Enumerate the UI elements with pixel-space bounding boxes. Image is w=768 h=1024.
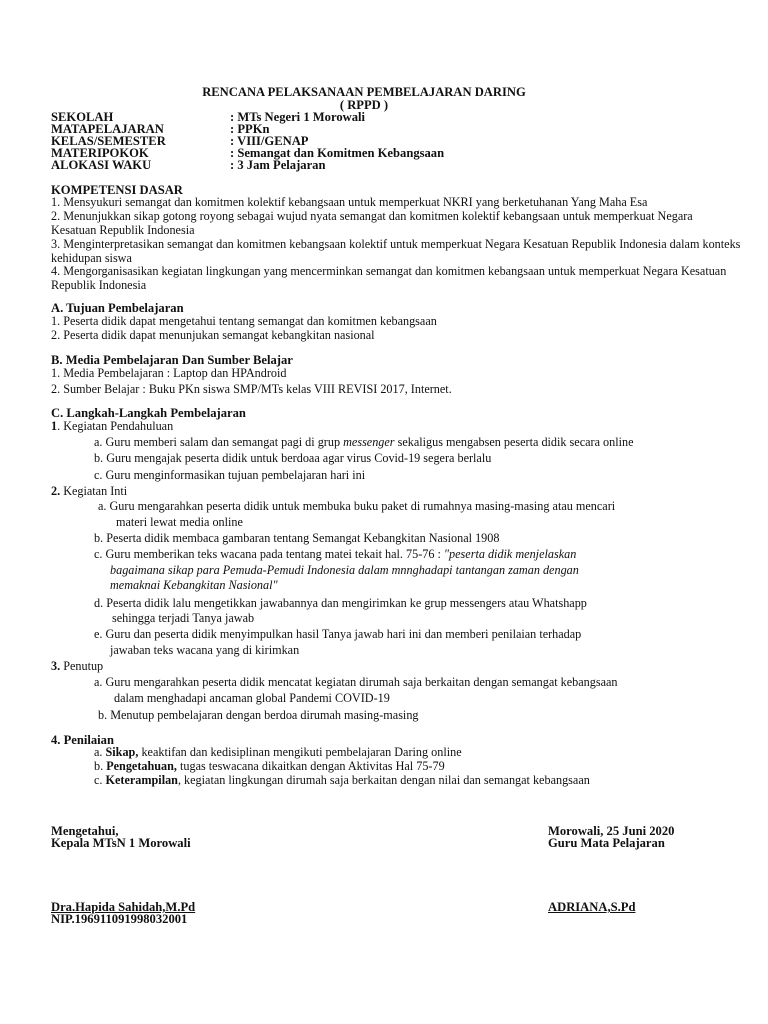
- inti-d-line2: sehingga terjadi Tanya jawab: [112, 611, 255, 625]
- tujuan-heading: A. Tujuan Pembelajaran: [51, 301, 184, 315]
- tujuan-item-2: 2. Peserta didik dapat menunjukan semangat kebangkitan nasional: [51, 328, 375, 342]
- doc-subtitle: ( RPPD ): [339, 98, 389, 112]
- penutup-label: Penutup: [60, 659, 104, 673]
- inti-label: Kegiatan Inti: [60, 484, 128, 498]
- info-value-sekolah: : MTs Negeri 1 Morowali: [230, 110, 366, 124]
- penutup-a-line1: a. Guru mengarahkan peserta didik mencatat kegiatan dirumah saja berkaitan dengan semangat kebangsaan: [94, 675, 618, 689]
- penilaian-heading: 4. Penilaian: [51, 733, 114, 747]
- info-value-mapel: : PPKn: [230, 122, 270, 136]
- penilaian-c-bold: Keterampilan: [105, 773, 178, 787]
- inti-c-line2: bagaimana sikap para Pemuda-Pemudi Indonesia dalam mnnghadapi tantangan zaman dengan: [110, 563, 579, 577]
- info-value-alokasi: : 3 Jam Pelajaran: [230, 158, 326, 172]
- penilaian-b: [94, 759, 445, 773]
- inti-heading: [51, 484, 127, 498]
- info-label-materi: MATERIPOKOK: [51, 146, 149, 160]
- penilaian-b-prefix: b.: [94, 759, 107, 773]
- media-item-1: 1. Media Pembelajaran : Laptop dan HPAndroid: [51, 366, 287, 380]
- kompetensi-item-3: 3. Menginterpretasikan semangat dan komitmen kebangsaan kolektif untuk memperkuat Negara Kesatuan Republik Indonesia dalam konteks kehidupan siswa: [51, 237, 741, 265]
- pendahuluan-c: c. Guru menginformasikan tujuan pembelajaran hari ini: [94, 468, 366, 482]
- penilaian-c-text: , kegiatan lingkungan dirumah saja berkaitan dengan nilai dan semangat kebangsaan: [177, 773, 590, 787]
- inti-c-text: c. Guru memberikan teks wacana pada tentang matei tekait hal. 75-76 :: [94, 547, 444, 561]
- kompetensi-heading: KOMPETENSI DASAR: [51, 183, 183, 197]
- penilaian-a-prefix: a.: [94, 745, 106, 759]
- inti-c-line3: memaknai Kebangkitan Nasional": [110, 578, 278, 592]
- inti-c-line1: [94, 547, 576, 561]
- penilaian-a: [94, 745, 462, 759]
- inti-e-line2: jawaban teks wacana yang di kirimkan: [110, 643, 300, 657]
- sign-right-line1: Morowali, 25 Juni 2020: [548, 824, 675, 838]
- info-label-mapel: MATAPELAJARAN: [51, 122, 164, 136]
- inti-d-line1: d. Peserta didik lalu mengetikkan jawabannya dan mengirimkan ke grup messengers atau Whatshapp: [94, 596, 587, 610]
- kompetensi-item-1: 1. Mensyukuri semangat dan komitmen kolektif kebangsaan untuk memperkuat NKRI yang berketuhanan Yang Maha Esa: [51, 195, 648, 209]
- penutup-a-line2: dalam menghadapi ancaman global Pandemi COVID-19: [114, 691, 390, 705]
- penutup-heading: [51, 659, 103, 673]
- langkah-heading: C. Langkah-Langkah Pembelajaran: [51, 406, 246, 420]
- inti-e-line1: e. Guru dan peserta didik menyimpulkan hasil Tanya jawab hari ini dan memberi penilaian terhadap: [94, 627, 582, 641]
- penilaian-a-text: keaktifan dan kedisiplinan mengikuti pembelajaran Daring online: [138, 745, 462, 759]
- sign-left-name: Dra.Hapida Sahidah,M.Pd: [51, 900, 196, 914]
- sign-left-line1: Mengetahui,: [51, 824, 119, 838]
- info-label-alokasi: ALOKASI WAKU: [51, 158, 152, 172]
- inti-c-italic: "peserta didik menjelaskan: [443, 547, 577, 561]
- pendahuluan-heading: [51, 419, 173, 433]
- inti-b: b. Peserta didik membaca gambaran tentang Semangat Kebangkitan Nasional 1908: [94, 531, 500, 545]
- pendahuluan-a-italic: messenger: [343, 435, 395, 449]
- penilaian-c-prefix: c.: [94, 773, 106, 787]
- penilaian-a-bold: Sikap,: [105, 745, 139, 759]
- pendahuluan-label: . Kegiatan Pendahuluan: [57, 419, 174, 433]
- pendahuluan-a-text-end: sekaligus mengabsen peserta didik secara online: [394, 435, 634, 449]
- penutup-num: 3.: [51, 659, 61, 673]
- info-label-kelas: KELAS/SEMESTER: [51, 134, 166, 148]
- sign-right-line2: Guru Mata Pelajaran: [548, 836, 665, 850]
- penilaian-b-bold: Pengetahuan,: [106, 759, 177, 773]
- kompetensi-item-4: 4. Mengorganisasikan kegiatan lingkungan yang mencerminkan semangat dan komitmen kebangsaan untuk memperkuat Negara Kesatuan Republik Indonesia: [51, 264, 727, 292]
- pendahuluan-a: [94, 435, 634, 449]
- info-value-materi: : Semangat dan Komitmen Kebangsaan: [230, 146, 445, 160]
- media-heading: B. Media Pembelajaran Dan Sumber Belajar: [51, 353, 293, 367]
- penutup-b: b. Menutup pembelajaran dengan berdoa dirumah masing-masing: [98, 708, 419, 722]
- pendahuluan-a-text: a. Guru memberi salam dan semangat pagi di grup: [94, 435, 344, 449]
- sign-left-nip: NIP.196911091998032001: [51, 912, 188, 926]
- inti-a-line1: a. Guru mengarahkan peserta didik untuk membuka buku paket di rumahnya masing-masing atau mencari: [98, 499, 616, 513]
- media-item-2: 2. Sumber Belajar : Buku PKn siswa SMP/MTs kelas VIII REVISI 2017, Internet.: [51, 382, 452, 396]
- tujuan-item-1: 1. Peserta didik dapat mengetahui tentang semangat dan komitmen kebangsaan: [51, 314, 437, 328]
- info-value-kelas: : VIII/GENAP: [230, 134, 309, 148]
- inti-a-line2: materi lewat media online: [116, 515, 243, 529]
- penilaian-c: [94, 773, 590, 787]
- info-label-sekolah: SEKOLAH: [51, 110, 114, 124]
- pendahuluan-num: 1: [51, 419, 58, 433]
- sign-right-name: ADRIANA,S.Pd: [548, 900, 636, 914]
- doc-title: RENCANA PELAKSANAAN PEMBELAJARAN DARING: [202, 85, 526, 99]
- kompetensi-item-2: 2. Menunjukkan sikap gotong royong sebagai wujud nyata semangat dan komitmen kolektif kebangsaan untuk memperkuat Negara Kesatuan Republik Indonesia: [51, 209, 693, 237]
- penilaian-b-text: tugas teswacana dikaitkan dengan Aktivitas Hal 75-79: [176, 759, 445, 773]
- sign-left-line2: Kepala MTsN 1 Morowali: [51, 836, 191, 850]
- inti-num: 2.: [51, 484, 61, 498]
- pendahuluan-b: b. Guru mengajak peserta didik untuk berdoaa agar virus Covid-19 segera berlalu: [94, 451, 492, 465]
